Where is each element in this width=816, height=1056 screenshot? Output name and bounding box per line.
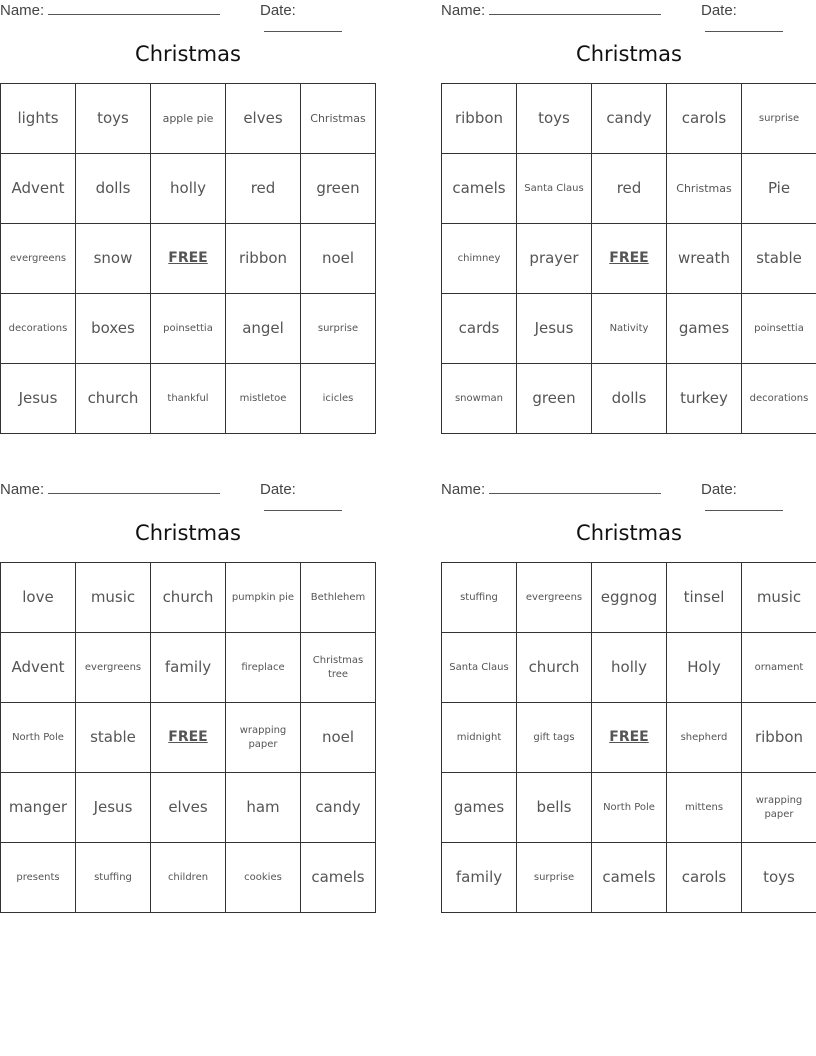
grid-row [442, 633, 816, 703]
bingo-cell: Advent [1, 633, 76, 703]
bingo-cell: cookies [226, 843, 301, 913]
free-space: FREE [592, 703, 667, 773]
bingo-cell: turkey [667, 364, 742, 434]
bingo-cell: manger [1, 773, 76, 843]
card-title: Christmas [576, 521, 682, 545]
bingo-cell: church [151, 563, 226, 633]
bingo-cell: candy [301, 773, 376, 843]
bingo-cell: children [151, 843, 226, 913]
grid-row [442, 563, 816, 633]
bingo-cell: shepherd [667, 703, 742, 773]
bingo-cell: wrapping paper [226, 703, 301, 773]
bingo-cell: Holy [667, 633, 742, 703]
bingo-cell: tinsel [667, 563, 742, 633]
date-blank-line [264, 498, 342, 511]
bingo-cell: stuffing [76, 843, 151, 913]
bingo-cell: surprise [517, 843, 592, 913]
bingo-cell: music [742, 563, 816, 633]
grid-row [1, 773, 376, 843]
bingo-cell: Santa Claus [517, 154, 592, 224]
name-field [0, 481, 220, 498]
name-field [0, 2, 220, 19]
bingo-cell: evergreens [517, 563, 592, 633]
bingo-cell: North Pole [1, 703, 76, 773]
grid-row [1, 154, 376, 224]
grid-row [1, 843, 376, 913]
grid-row [1, 224, 376, 294]
bingo-cell: chimney [442, 224, 517, 294]
bingo-cell: eggnog [592, 563, 667, 633]
bingo-cell: mistletoe [226, 364, 301, 434]
grid-row [442, 84, 816, 154]
date-label: Date: [701, 481, 737, 498]
bingo-cell: Pie [742, 154, 816, 224]
name-date-row [441, 2, 816, 20]
grid-row [442, 154, 816, 224]
bingo-cell: love [1, 563, 76, 633]
bingo-cell: thankful [151, 364, 226, 434]
grid-row [442, 364, 816, 434]
bingo-cell: holly [151, 154, 226, 224]
card-title: Christmas [576, 42, 682, 66]
bingo-cell: boxes [76, 294, 151, 364]
name-blank-line [48, 2, 220, 15]
bingo-cell: red [592, 154, 667, 224]
free-space: FREE [592, 224, 667, 294]
bingo-cell: Jesus [1, 364, 76, 434]
date-field [260, 481, 376, 515]
bingo-cell: Christmas tree [301, 633, 376, 703]
name-date-row [0, 2, 376, 20]
date-label: Date: [701, 2, 737, 19]
bingo-cell: toys [742, 843, 816, 913]
bingo-cell: decorations [742, 364, 816, 434]
name-field [441, 2, 661, 19]
date-blank-line [705, 19, 783, 32]
name-date-row [441, 481, 816, 499]
bingo-cell: cards [442, 294, 517, 364]
free-space: FREE [151, 703, 226, 773]
name-label: Name: [441, 481, 486, 498]
bingo-cell: Santa Claus [442, 633, 517, 703]
bingo-cell: green [301, 154, 376, 224]
bingo-cell: evergreens [76, 633, 151, 703]
bingo-cell: Jesus [76, 773, 151, 843]
grid-row [442, 224, 816, 294]
bingo-cell: pumpkin pie [226, 563, 301, 633]
bingo-cell: elves [226, 84, 301, 154]
bingo-cell: apple pie [151, 84, 226, 154]
bingo-grid [441, 562, 816, 913]
bingo-cell: holly [592, 633, 667, 703]
name-blank-line [489, 481, 661, 494]
name-date-row [0, 481, 376, 499]
bingo-cell: ornament [742, 633, 816, 703]
bingo-cell: Advent [1, 154, 76, 224]
bingo-cell: Bethlehem [301, 563, 376, 633]
date-blank-line [705, 498, 783, 511]
bingo-cell: ribbon [226, 224, 301, 294]
bingo-grid [441, 83, 816, 434]
bingo-cell: noel [301, 224, 376, 294]
date-field [701, 481, 816, 515]
bingo-cell: toys [517, 84, 592, 154]
bingo-cell: bells [517, 773, 592, 843]
bingo-cell: stable [742, 224, 816, 294]
bingo-cell: family [442, 843, 517, 913]
bingo-cell: carols [667, 843, 742, 913]
grid-row [442, 843, 816, 913]
bingo-cell: poinsettia [742, 294, 816, 364]
bingo-cell: church [76, 364, 151, 434]
bingo-cell: lights [1, 84, 76, 154]
bingo-cell: Christmas [667, 154, 742, 224]
bingo-cell: stuffing [442, 563, 517, 633]
bingo-cell: prayer [517, 224, 592, 294]
bingo-cell: wreath [667, 224, 742, 294]
card-title: Christmas [135, 42, 241, 66]
grid-row [1, 84, 376, 154]
bingo-cell: elves [151, 773, 226, 843]
bingo-cell: stable [76, 703, 151, 773]
bingo-cell: games [442, 773, 517, 843]
grid-row [442, 294, 816, 364]
bingo-cell: Christmas [301, 84, 376, 154]
bingo-cell: evergreens [1, 224, 76, 294]
bingo-cell: camels [301, 843, 376, 913]
date-label: Date: [260, 481, 296, 498]
grid-row [1, 294, 376, 364]
name-field [441, 481, 661, 498]
name-label: Name: [441, 2, 486, 19]
name-label: Name: [0, 2, 45, 19]
bingo-cell: camels [592, 843, 667, 913]
bingo-cell: ribbon [442, 84, 517, 154]
grid-row [1, 364, 376, 434]
bingo-cell: noel [301, 703, 376, 773]
bingo-cell: snow [76, 224, 151, 294]
bingo-cell: candy [592, 84, 667, 154]
bingo-cell: camels [442, 154, 517, 224]
bingo-cell: decorations [1, 294, 76, 364]
bingo-cell: mittens [667, 773, 742, 843]
bingo-cell: games [667, 294, 742, 364]
bingo-cell: dolls [592, 364, 667, 434]
bingo-cell: Nativity [592, 294, 667, 364]
bingo-cell: gift tags [517, 703, 592, 773]
name-blank-line [489, 2, 661, 15]
date-blank-line [264, 19, 342, 32]
grid-row [442, 773, 816, 843]
bingo-cell: carols [667, 84, 742, 154]
bingo-cell: dolls [76, 154, 151, 224]
bingo-grid [0, 562, 376, 913]
bingo-cell: red [226, 154, 301, 224]
bingo-cell: surprise [301, 294, 376, 364]
bingo-cell: family [151, 633, 226, 703]
bingo-cell: surprise [742, 84, 816, 154]
bingo-cell: midnight [442, 703, 517, 773]
grid-row [442, 703, 816, 773]
bingo-cell: icicles [301, 364, 376, 434]
name-label: Name: [0, 481, 45, 498]
bingo-grid [0, 83, 376, 434]
bingo-cell: ham [226, 773, 301, 843]
bingo-cell: green [517, 364, 592, 434]
bingo-cell: wrapping paper [742, 773, 816, 843]
card-title: Christmas [135, 521, 241, 545]
grid-row [1, 703, 376, 773]
bingo-cell: ribbon [742, 703, 816, 773]
bingo-cell: Jesus [517, 294, 592, 364]
bingo-cell: toys [76, 84, 151, 154]
bingo-cell: poinsettia [151, 294, 226, 364]
bingo-cell: church [517, 633, 592, 703]
date-field [701, 2, 816, 36]
bingo-cell: North Pole [592, 773, 667, 843]
bingo-cell: angel [226, 294, 301, 364]
bingo-cell: snowman [442, 364, 517, 434]
name-blank-line [48, 481, 220, 494]
date-field [260, 2, 376, 36]
date-label: Date: [260, 2, 296, 19]
free-space: FREE [151, 224, 226, 294]
bingo-cell: presents [1, 843, 76, 913]
bingo-cell: fireplace [226, 633, 301, 703]
grid-row [1, 633, 376, 703]
grid-row [1, 563, 376, 633]
bingo-cell: music [76, 563, 151, 633]
